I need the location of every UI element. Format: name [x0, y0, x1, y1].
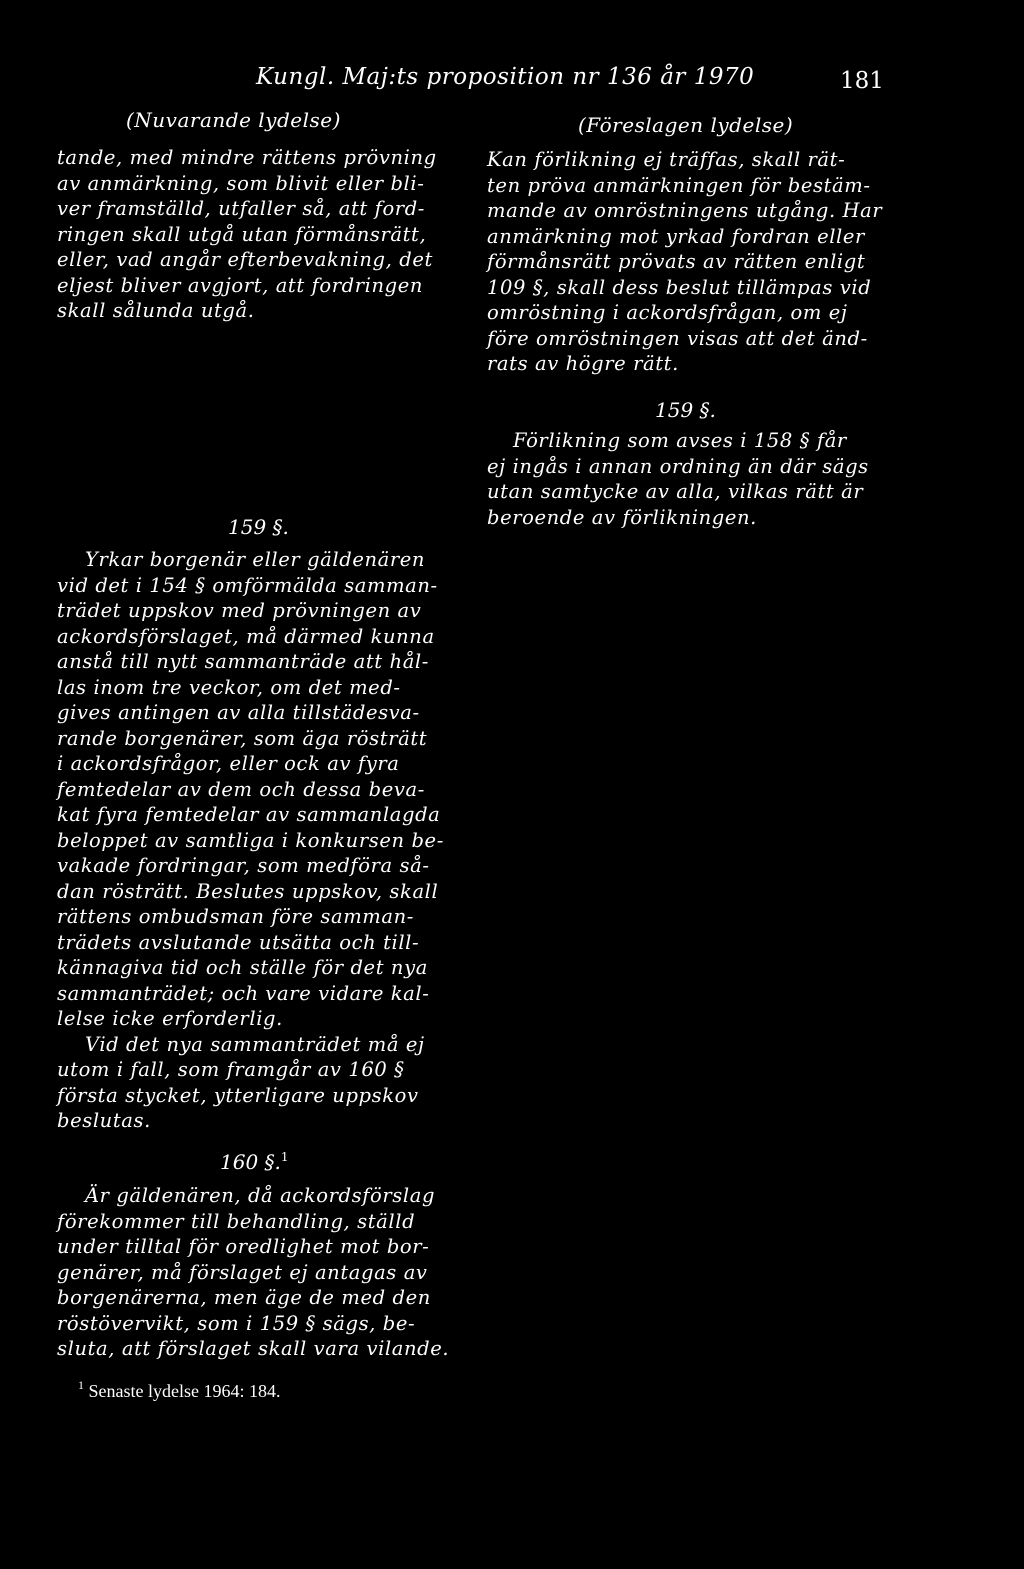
left-section-160-text [57, 1183, 449, 1362]
text-line: vid det i 154 § omförmälda samman- [57, 573, 438, 597]
text-line: femtedelar av dem och dessa beva- [57, 777, 425, 801]
text-line: lelse icke erforderlig. [57, 1007, 283, 1030]
text-line: trädets avslutande utsätta och till- [57, 930, 420, 954]
footnote-text: Senaste lydelse 1964: 184. [88, 1381, 281, 1401]
left-section-159-number: 159 §. [228, 515, 289, 539]
text-line: borgenärerna, men äge de med den [57, 1286, 431, 1309]
text-line: förmånsrätt prövats av rätten enligt [487, 250, 866, 273]
text-line: eljest bliver avgjort, att fordringen [57, 273, 424, 297]
text-line: i ackordsfrågor, eller ock av fyra [57, 752, 400, 775]
text-line: första stycket, ytterligare uppskov [57, 1083, 419, 1107]
left-section-159-text [57, 547, 444, 1134]
right-block-1 [487, 147, 882, 377]
text-line: ackordsförslaget, må därmed kunna [57, 624, 435, 648]
text-line: vakade fordringar, som medföra så- [57, 854, 430, 877]
right-section-159-number: 159 §. [655, 398, 716, 422]
text-line: mande av omröstningens utgång. Har [487, 199, 883, 222]
text-line: 109 §, skall dess beslut tillämpas vid [487, 275, 872, 299]
text-line: före omröstningen visas att det änd- [487, 326, 868, 350]
text-line: ver framställd, utfaller så, att ford- [57, 197, 426, 220]
left-column-heading: (Nuvarande lydelse) [126, 108, 341, 132]
footnote-reference: 1 [280, 1150, 289, 1164]
text-line: Vid det nya sammanträdet må ej [85, 1032, 425, 1056]
page-number: 181 [840, 68, 884, 94]
text-line: rande borgenärer, som äga rösträtt [57, 726, 428, 750]
text-line: genärer, må förslaget ej antagas av [57, 1260, 428, 1284]
text-line: las inom tre veckor, om det med- [57, 675, 401, 699]
text-line: av anmärkning, som blivit eller bli- [57, 171, 425, 195]
text-line: kännagiva tid och ställe för det nya [57, 956, 428, 979]
text-line: beslutas. [57, 1109, 151, 1132]
text-line: Är gäldenären, då ackordsförslag [85, 1184, 436, 1207]
text-line: ten pröva anmärkningen för bestäm- [487, 173, 871, 197]
text-line: kat fyra femtedelar av sammanlagda [57, 803, 441, 826]
text-line: beroende av förlikningen. [487, 505, 757, 529]
text-line: skall sålunda utgå. [57, 299, 255, 322]
text-line: under tilltal för oredlighet mot bor- [57, 1235, 430, 1258]
text-line: tande, med mindre rättens prövning [57, 146, 437, 169]
text-line: anstå till nytt sammanträde att hål- [57, 650, 429, 673]
text-line: utan samtycke av alla, vilkas rätt är [487, 480, 864, 503]
text-line: eller, vad angår efterbevakning, det [57, 248, 433, 271]
text-line: anmärkning mot yrkad fordran eller [487, 224, 865, 248]
text-line: sluta, att förslaget skall vara vilande. [57, 1337, 450, 1360]
right-column-heading: (Föreslagen lydelse) [578, 113, 794, 137]
text-line: utom i fall, som framgår av 160 § [57, 1058, 405, 1081]
text-line: röstövervikt, som i 159 § sägs, be- [57, 1311, 416, 1335]
text-line: rättens ombudsman före samman- [57, 905, 414, 928]
text-line: ringen skall utgå utan förmånsrätt, [57, 222, 427, 246]
text-line: trädet uppskov med prövningen av [57, 599, 422, 622]
right-section-159-text [487, 428, 869, 530]
text-line: rats av högre rätt. [487, 352, 679, 375]
footnote-mark: 1 [78, 1378, 84, 1392]
text-line: omröstning i ackordsfrågan, om ej [487, 301, 848, 324]
text-line: gives antingen av alla tillstädesva- [57, 701, 420, 724]
text-line: dan rösträtt. Beslutes uppskov, skall [57, 879, 439, 903]
text-line: förekommer till behandling, ställd [57, 1209, 416, 1233]
text-line: beloppet av samtliga i konkursen be- [57, 828, 444, 852]
text-line: Kan förlikning ej träffas, skall rät- [487, 148, 846, 171]
text-line: Förlikning som avses i 158 § får [513, 429, 847, 452]
running-header: Kungl. Maj:ts proposition nr 136 år 1970 [256, 64, 755, 90]
section-number-text: 160 §. [220, 1150, 281, 1174]
left-block-1 [57, 145, 437, 324]
text-line: sammanträdet; och vare vidare kal- [57, 981, 430, 1005]
left-section-160-number [220, 1150, 289, 1174]
footnote [78, 1378, 280, 1402]
text-line: ej ingås i annan ordning än där sägs [487, 454, 869, 478]
text-line: Yrkar borgenär eller gäldenären [85, 548, 426, 571]
